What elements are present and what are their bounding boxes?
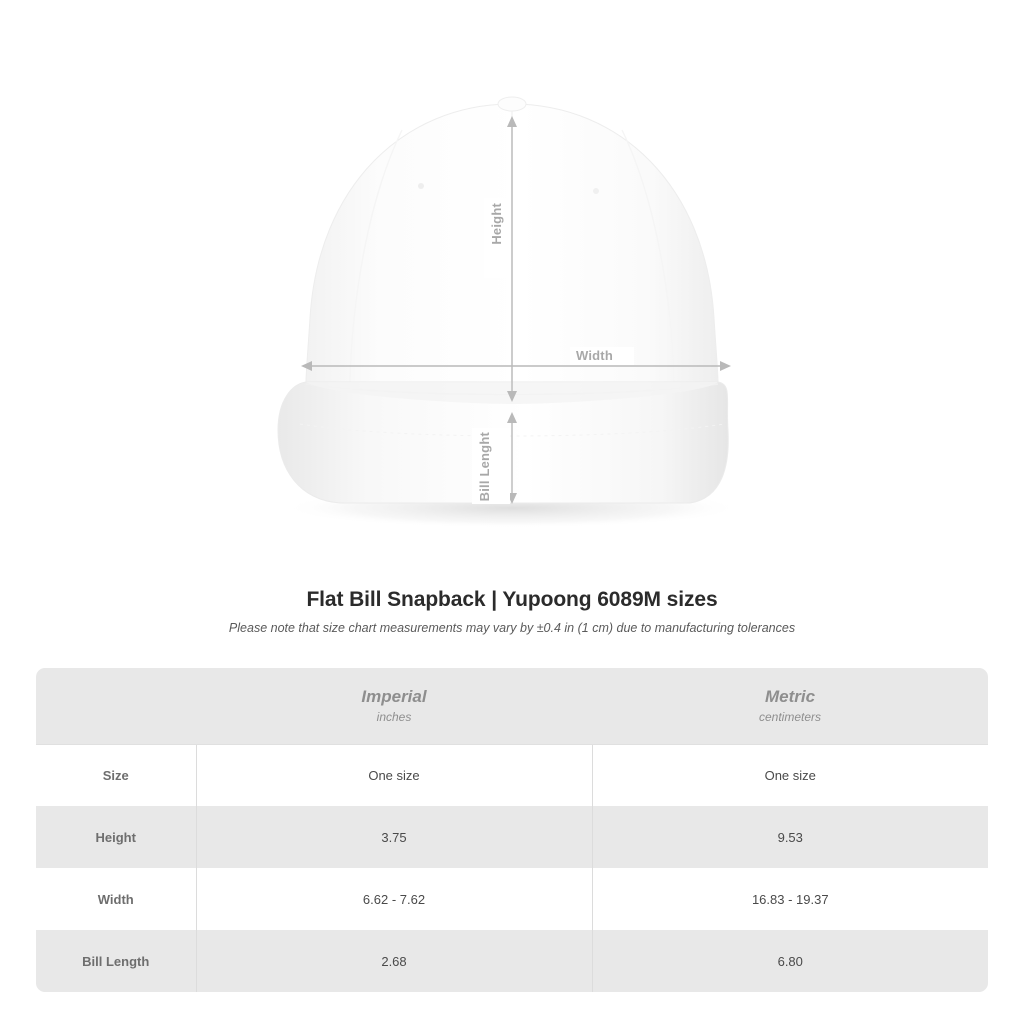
width-dimension-label: Width <box>576 348 613 363</box>
table-row <box>36 744 988 806</box>
row-label-height: Height <box>36 806 196 868</box>
size-chart-table-wrap <box>36 668 988 992</box>
cell-size-metric: One size <box>592 744 988 806</box>
cell-size-imperial: One size <box>196 744 592 806</box>
table-row <box>36 868 988 930</box>
cell-height-metric: 9.53 <box>592 806 988 868</box>
imperial-unit-label: inches <box>376 710 412 725</box>
header-imperial <box>196 668 592 744</box>
row-label-bill-length: Bill Length <box>36 930 196 992</box>
cell-width-metric: 16.83 - 19.37 <box>592 868 988 930</box>
bill-label-line2: Lenght <box>477 432 492 477</box>
cell-height-imperial: 3.75 <box>196 806 592 868</box>
bill-length-dimension-label <box>477 432 492 501</box>
row-label-width: Width <box>36 868 196 930</box>
table-header <box>36 668 988 744</box>
tolerance-note: Please note that size chart measurements may vary by ±0.4 in (1 cm) due to manufacturing tolerances <box>228 621 796 635</box>
table-header-row <box>36 668 988 744</box>
header-metric <box>592 668 988 744</box>
table-body <box>36 744 988 992</box>
cell-bill-length-metric: 6.80 <box>592 930 988 992</box>
height-dimension-label: Height <box>489 203 504 245</box>
metric-unit-label: centimeters <box>758 710 822 725</box>
table-row <box>36 930 988 992</box>
header-corner-cell <box>36 668 196 744</box>
size-chart-table <box>36 668 988 992</box>
row-label-size: Size <box>36 744 196 806</box>
table-row <box>36 806 988 868</box>
imperial-system-label: Imperial <box>361 687 427 707</box>
title-block <box>0 588 1024 635</box>
page-title: Flat Bill Snapback | Yupoong 6089M sizes <box>306 588 718 611</box>
metric-system-label: Metric <box>764 687 816 707</box>
cell-width-imperial: 6.62 - 7.62 <box>196 868 592 930</box>
cell-bill-length-imperial: 2.68 <box>196 930 592 992</box>
bill-label-line1: Bill <box>477 480 492 502</box>
